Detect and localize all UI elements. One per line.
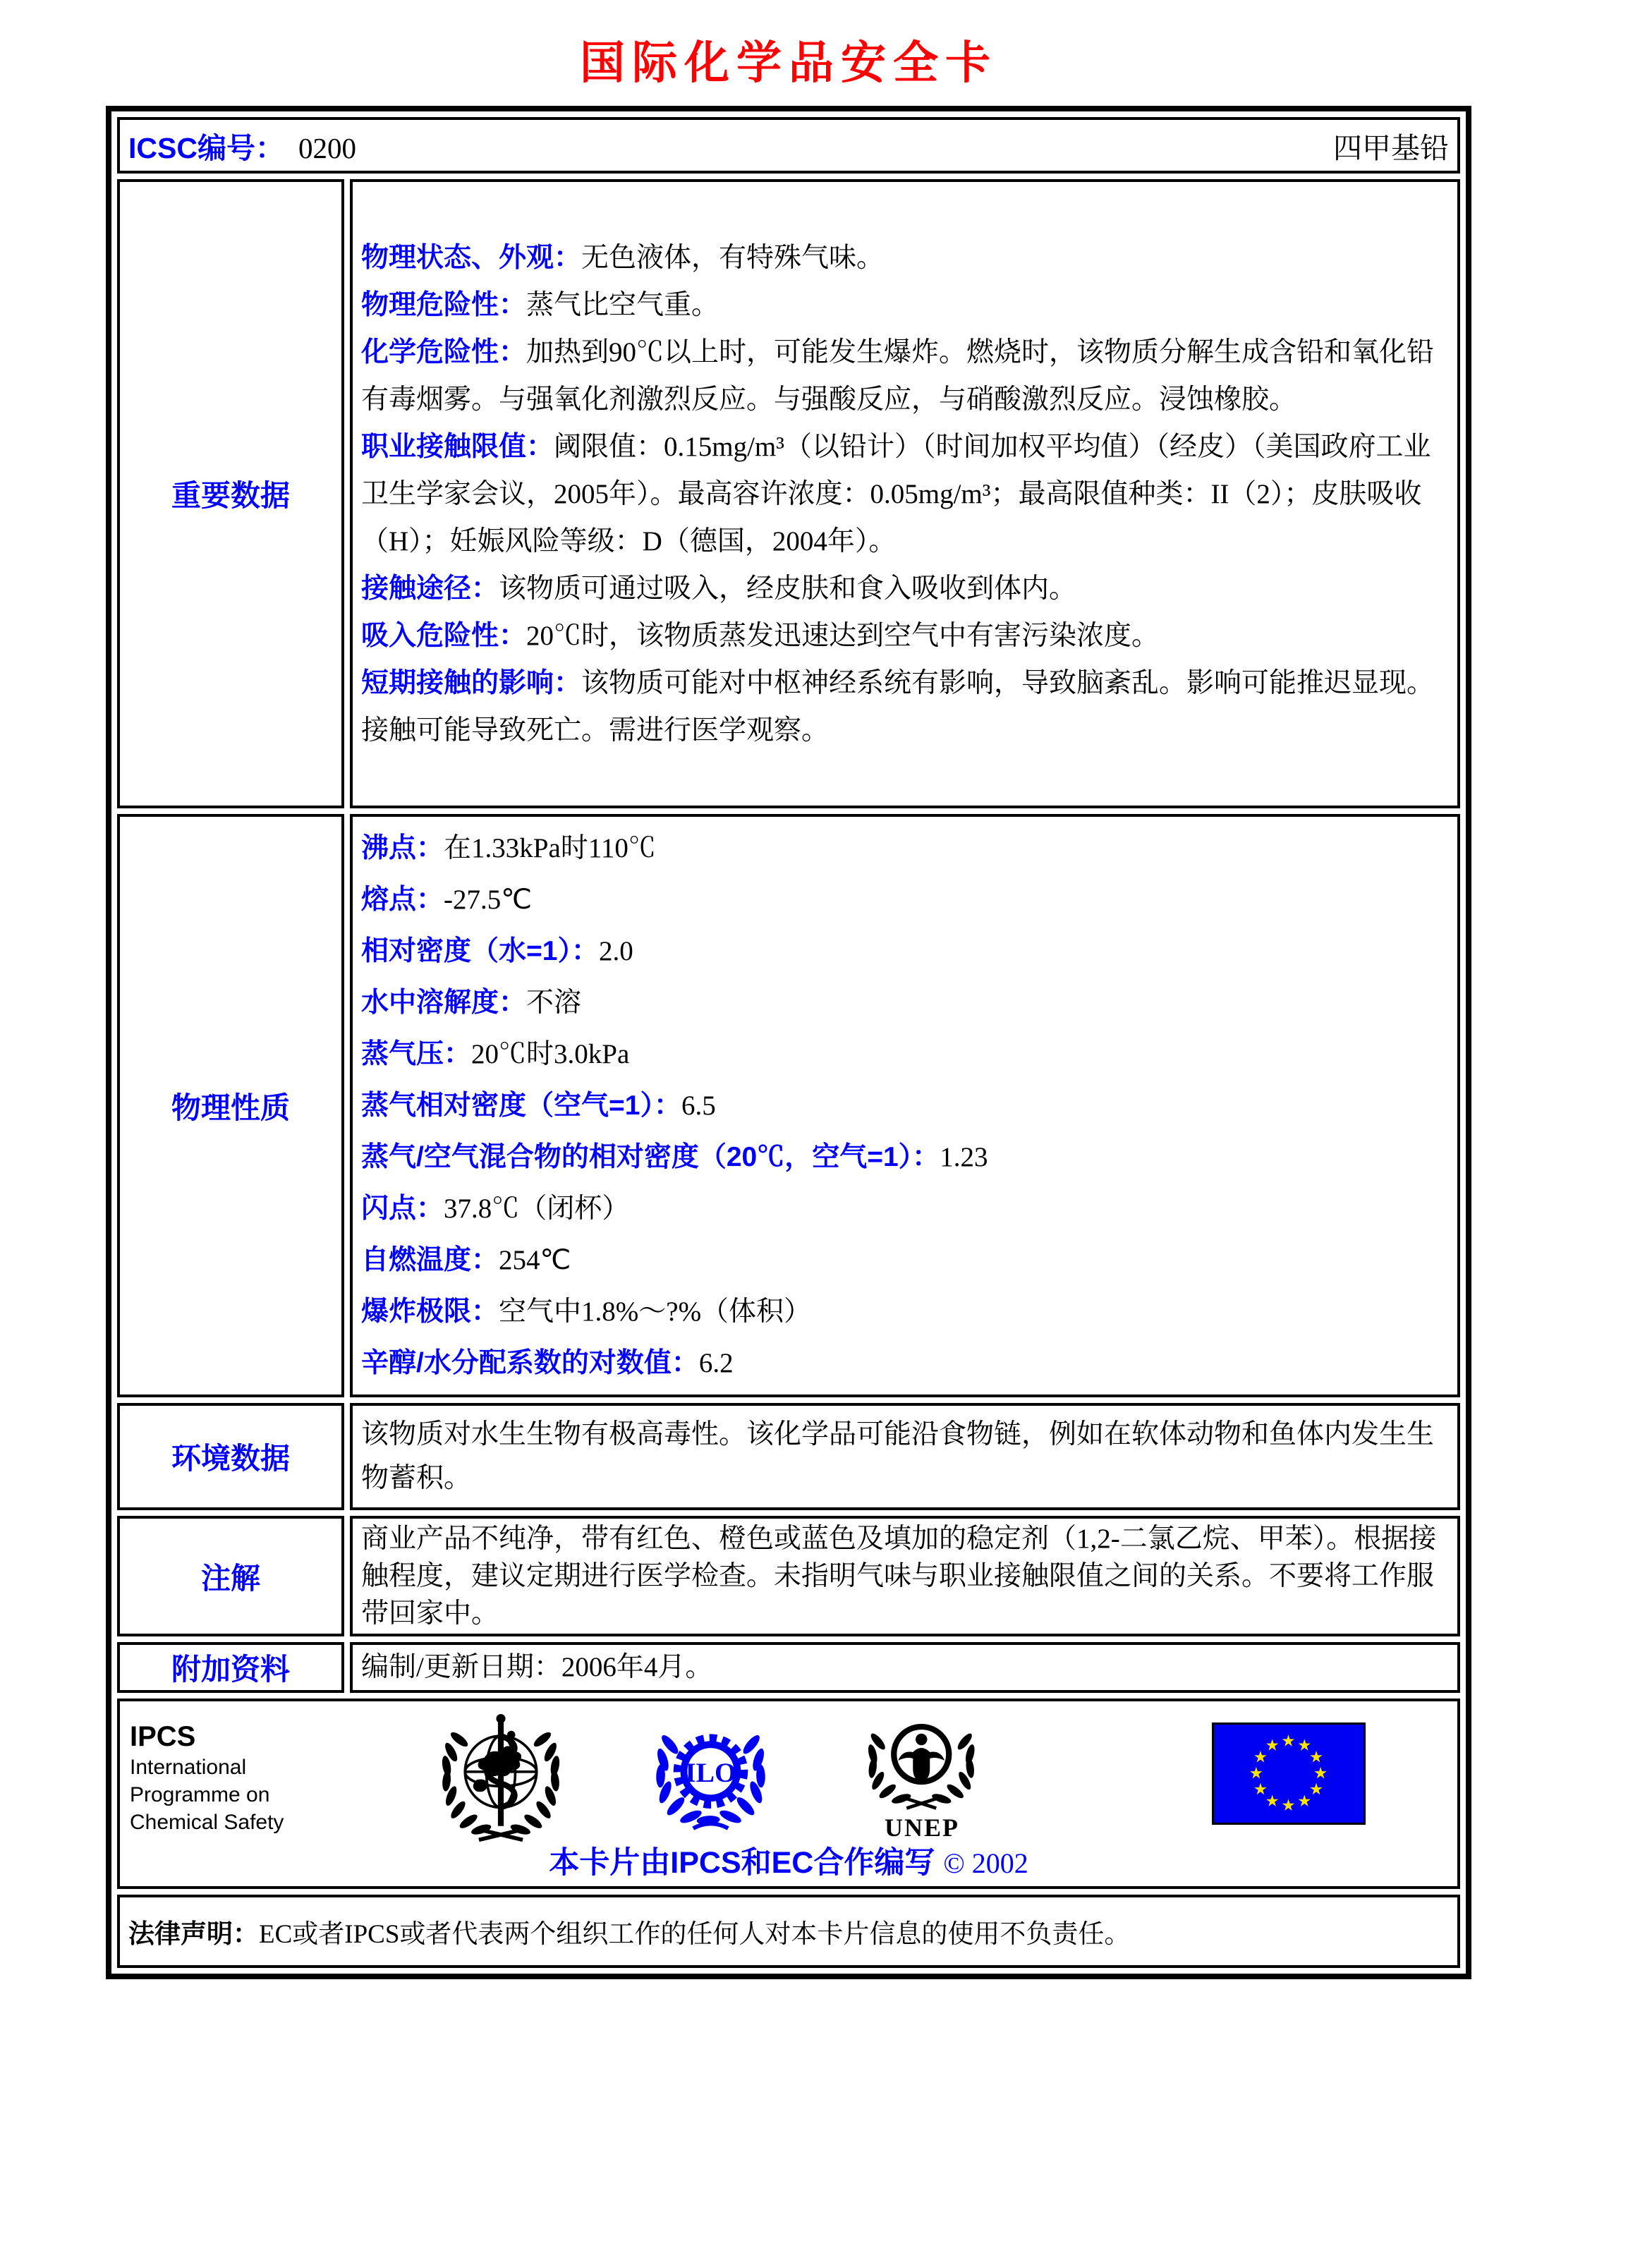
property-line — [361, 281, 1449, 329]
property-value: 蒸气比空气重。 — [526, 289, 719, 320]
side-label-additional-info: 附加资料 — [117, 1642, 344, 1693]
property-label: 蒸气压： — [361, 1039, 472, 1069]
property-value: 20℃时，该物质蒸发迅速达到空气中有害污染浓度。 — [526, 620, 1160, 651]
side-label-notes: 注解 — [117, 1516, 344, 1636]
side-label-physical-properties: 物理性质 — [117, 814, 344, 1397]
section-row-environmental-data — [117, 1403, 1460, 1510]
ipcs-line: Programme on — [130, 1783, 270, 1806]
property-value: 2.0 — [598, 936, 633, 966]
physical-properties-content — [350, 814, 1460, 1397]
card-header — [128, 125, 1449, 166]
property-label: 熔点： — [361, 885, 444, 915]
side-label-important-data: 重要数据 — [117, 179, 344, 808]
copyright: © 2002 — [943, 1847, 1028, 1879]
property-value: 在1.33kPa时110℃ — [444, 833, 656, 863]
property-label: 物理状态、外观： — [361, 242, 582, 273]
property-line — [361, 1337, 1449, 1389]
section-row-additional-info — [117, 1642, 1460, 1693]
property-label: 化学危险性： — [361, 336, 527, 367]
property-value: 254℃ — [499, 1245, 571, 1275]
ipcs-block — [130, 1720, 284, 1836]
property-value: 阈限值：0.15mg/m³（以铅计）（时间加权平均值）（经皮）（美国政府工业卫生学家会议，2005年）。最高容许浓度：0.05mg/m³；最高限值种类：II（2）；皮肤吸收（H）；妊娠风险等级：D（德国，2004年）。 — [361, 431, 1431, 557]
property-line — [361, 1520, 1449, 1632]
property-line — [361, 660, 1449, 754]
additional-info-content — [350, 1642, 1460, 1693]
property-value: -27.5℃ — [444, 885, 533, 915]
property-value: 不溶 — [526, 988, 582, 1018]
property-value: 6.2 — [698, 1348, 734, 1378]
property-line — [361, 565, 1449, 612]
property-label: 蒸气相对密度（空气=1）： — [361, 1090, 681, 1121]
environmental-data-content — [350, 1403, 1460, 1510]
property-line — [361, 1080, 1449, 1131]
property-label: 辛醇/水分配系数的对数值： — [361, 1348, 699, 1378]
icsc-number-label: ICSC编号： — [128, 131, 284, 164]
eu-flag-icon — [1212, 1723, 1366, 1828]
property-value: 6.5 — [681, 1090, 716, 1121]
property-line — [361, 822, 1449, 874]
property-value: 该物质对水生生物有极高毒性。该化学品可能沿食物链，例如在软体动物和鱼体内发生生物蓄积。 — [361, 1419, 1435, 1493]
unep-label: UNEP — [885, 1813, 959, 1842]
property-line — [361, 1413, 1449, 1500]
property-value: 该物质可通过吸入，经皮肤和食入吸收到体内。 — [499, 573, 1077, 604]
section-row-notes — [117, 1516, 1460, 1636]
ilo-letters: ILO — [685, 1757, 736, 1789]
property-line — [361, 1131, 1449, 1183]
property-label: 沸点： — [361, 833, 444, 863]
property-value: 空气中1.8%～?%（体积） — [499, 1296, 812, 1327]
property-label: 接触途径： — [361, 573, 499, 604]
property-line — [361, 1028, 1449, 1080]
property-value: 商业产品不纯净，带有红色、橙色或蓝色及填加的稳定剂（1,2-二氯乙烷、甲苯）。根据接触程度，建议定期进行医学检查。未指明气味与职业接触限值之间的关系。不要将工作服带回家中。 — [361, 1524, 1437, 1629]
page-title: 国际化学品安全卡 — [580, 38, 997, 88]
important-data-content — [350, 179, 1460, 808]
property-label: 蒸气/空气混合物的相对密度（20℃，空气=1）： — [361, 1142, 940, 1172]
icsc-table — [106, 106, 1471, 1979]
property-label: 物理危险性： — [361, 289, 527, 320]
property-label: 吸入危险性： — [361, 620, 527, 651]
ipcs-acronym: IPCS — [130, 1721, 196, 1752]
property-label: 爆炸极限： — [361, 1296, 499, 1327]
side-label-environmental-data: 环境数据 — [117, 1403, 344, 1510]
caption-text: 本卡片由IPCS和EC合作编写 — [549, 1846, 935, 1880]
card-caption — [120, 1839, 1457, 1882]
property-value: 37.8℃（闭杯） — [444, 1193, 630, 1224]
property-line — [361, 423, 1449, 565]
property-line — [361, 874, 1449, 925]
legal-text: EC或者IPCS或者代表两个组织工作的任何人对本卡片信息的使用不负责任。 — [259, 1920, 1131, 1949]
icsc-number-value: 0200 — [298, 131, 356, 164]
property-value: 编制/更新日期：2006年4月。 — [361, 1652, 713, 1682]
property-label: 短期接触的影响： — [361, 667, 582, 698]
notes-content — [350, 1516, 1460, 1636]
who-logo-icon — [437, 1707, 564, 1852]
property-label: 闪点： — [361, 1193, 444, 1224]
icsc-number-group — [128, 125, 356, 166]
property-line — [361, 612, 1449, 660]
legal-row — [117, 1895, 1460, 1968]
property-value: 20℃时3.0kPa — [471, 1039, 630, 1069]
property-label: 职业接触限值： — [361, 431, 554, 462]
property-line — [361, 1183, 1449, 1234]
ipcs-line: Chemical Safety — [130, 1811, 284, 1834]
property-line — [361, 234, 1449, 281]
property-line — [361, 1286, 1449, 1337]
icsc-card-page — [106, 27, 1471, 1979]
ipcs-line: International — [130, 1756, 247, 1779]
legal-notice — [117, 1895, 1460, 1968]
chemical-name: 四甲基铅 — [1333, 131, 1449, 164]
footer-row — [117, 1699, 1460, 1889]
property-line — [361, 1651, 1449, 1684]
property-value: 1.23 — [940, 1142, 988, 1172]
property-value: 该物质可能对中枢神经系统有影响，导致脑紊乱。影响可能推迟显现。接触可能导致死亡。需进行医学观察。 — [361, 667, 1435, 746]
section-row-important-data — [117, 179, 1460, 808]
legal-label: 法律声明： — [128, 1919, 259, 1948]
unep-logo-icon — [866, 1710, 978, 1840]
property-line — [361, 329, 1449, 423]
property-line — [361, 1234, 1449, 1286]
property-label: 水中溶解度： — [361, 988, 527, 1018]
property-line — [361, 977, 1449, 1028]
property-value: 无色液体，有特殊气味。 — [581, 242, 885, 273]
property-label: 相对密度（水=1）： — [361, 936, 599, 966]
property-value: 加热到90℃以上时，可能发生爆炸。燃烧时，该物质分解生成含铅和氧化铅有毒烟雾。与强氧化剂激烈反应。与强酸反应，与硝酸激烈反应。浸蚀橡胶。 — [361, 336, 1435, 415]
property-line — [361, 925, 1449, 977]
property-label: 自燃温度： — [361, 1245, 499, 1275]
header-row — [117, 117, 1460, 174]
section-row-physical-properties — [117, 814, 1460, 1397]
ilo-logo-icon — [652, 1715, 769, 1835]
